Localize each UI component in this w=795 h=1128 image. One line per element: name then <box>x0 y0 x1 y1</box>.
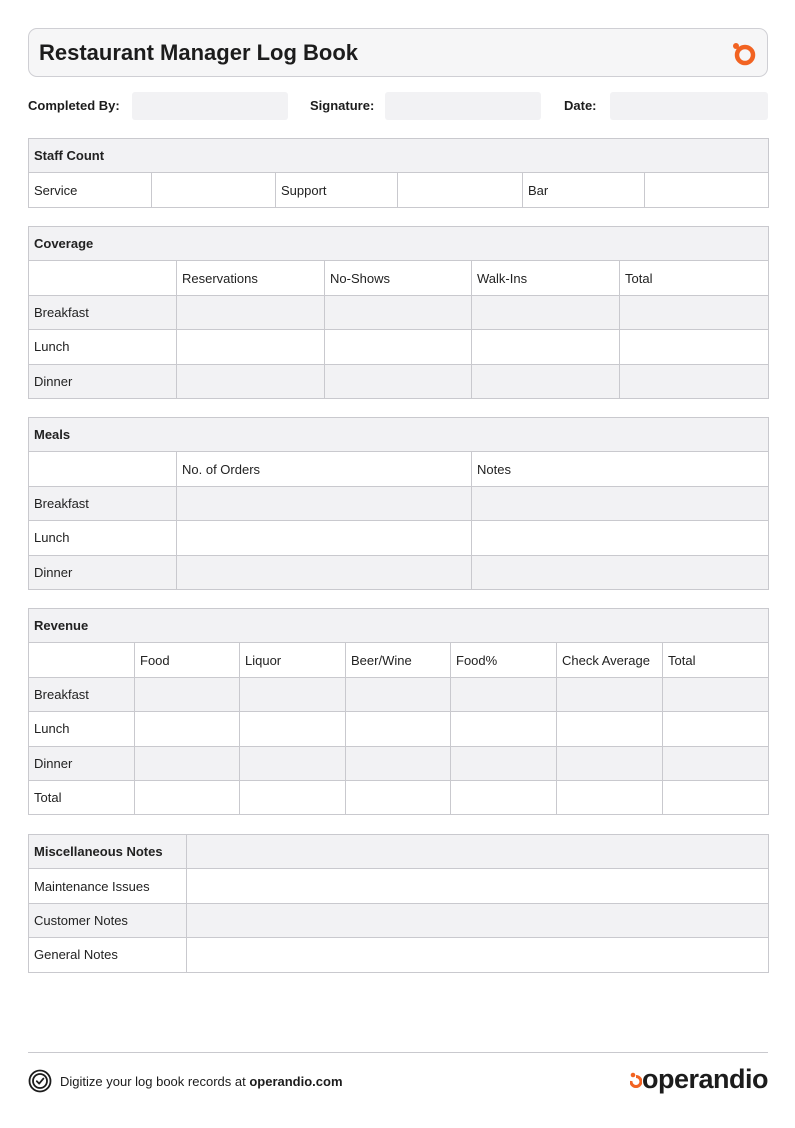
meals-row-label: Lunch <box>29 521 177 555</box>
staff-bar-label: Bar <box>523 173 645 207</box>
coverage-col-header: Walk-Ins <box>472 261 620 295</box>
staff-count-table <box>28 138 769 208</box>
misc-row-label: Maintenance Issues <box>29 869 187 903</box>
completed-by-field[interactable] <box>132 92 288 120</box>
revenue-col-header: Liquor <box>240 643 346 677</box>
revenue-input-cell[interactable] <box>557 746 663 780</box>
revenue-corner-cell <box>29 643 135 677</box>
staff-count-title: Staff Count <box>29 139 769 173</box>
footer-note-link[interactable]: operandio.com <box>249 1073 343 1089</box>
revenue-col-header: Beer/Wine <box>346 643 451 677</box>
meals-input-cell[interactable] <box>472 521 769 555</box>
misc-row-label: General Notes <box>29 938 187 972</box>
revenue-input-cell[interactable] <box>240 746 346 780</box>
coverage-row-label: Lunch <box>29 330 177 364</box>
revenue-input-cell[interactable] <box>346 746 451 780</box>
meals-input-cell[interactable] <box>472 486 769 520</box>
misc-row-label: Customer Notes <box>29 903 187 937</box>
revenue-row-label: Lunch <box>29 712 135 746</box>
coverage-col-header: Reservations <box>177 261 325 295</box>
revenue-input-cell[interactable] <box>663 780 769 814</box>
coverage-input-cell[interactable] <box>177 330 325 364</box>
revenue-input-cell[interactable] <box>451 746 557 780</box>
coverage-input-cell[interactable] <box>472 295 620 329</box>
date-field[interactable] <box>610 92 768 120</box>
footer-note <box>28 1069 343 1093</box>
meals-row-label: Breakfast <box>29 486 177 520</box>
misc-input-cell[interactable] <box>187 938 769 972</box>
staff-service-input[interactable] <box>152 173 276 207</box>
revenue-col-header: Food% <box>451 643 557 677</box>
staff-service-label: Service <box>29 173 152 207</box>
staff-bar-input[interactable] <box>645 173 769 207</box>
page-title: Restaurant Manager Log Book <box>39 39 359 65</box>
meals-input-cell[interactable] <box>177 521 472 555</box>
revenue-input-cell[interactable] <box>557 712 663 746</box>
coverage-input-cell[interactable] <box>472 364 620 398</box>
coverage-input-cell[interactable] <box>325 330 472 364</box>
revenue-input-cell[interactable] <box>663 746 769 780</box>
coverage-table <box>28 226 769 399</box>
coverage-row-label: Breakfast <box>29 295 177 329</box>
revenue-input-cell[interactable] <box>451 677 557 711</box>
footer-note-text: Digitize your log book records at <box>60 1073 246 1089</box>
misc-notes-table <box>28 834 769 973</box>
revenue-title: Revenue <box>29 609 769 643</box>
staff-support-label: Support <box>276 173 398 207</box>
revenue-input-cell[interactable] <box>663 712 769 746</box>
revenue-input-cell[interactable] <box>663 677 769 711</box>
meals-col-header: Notes <box>472 452 769 486</box>
coverage-col-header: No-Shows <box>325 261 472 295</box>
operandio-logo-icon <box>731 41 757 67</box>
brand-wordmark: operandio <box>641 1064 768 1094</box>
revenue-input-cell[interactable] <box>240 780 346 814</box>
revenue-row-label: Dinner <box>29 746 135 780</box>
revenue-row-label: Total <box>29 780 135 814</box>
signature-field[interactable] <box>385 92 541 120</box>
completed-by-label: Completed By: <box>28 98 120 113</box>
coverage-input-cell[interactable] <box>620 330 769 364</box>
date-label: Date: <box>564 98 597 113</box>
meals-table <box>28 417 769 590</box>
coverage-col-header: Total <box>620 261 769 295</box>
footer-divider <box>28 1052 768 1053</box>
coverage-corner-cell <box>29 261 177 295</box>
operandio-brand <box>630 1064 768 1095</box>
revenue-col-header: Total <box>663 643 769 677</box>
revenue-input-cell[interactable] <box>346 780 451 814</box>
meals-input-cell[interactable] <box>472 555 769 589</box>
meals-col-header: No. of Orders <box>177 452 472 486</box>
coverage-input-cell[interactable] <box>325 295 472 329</box>
coverage-row-label: Dinner <box>29 364 177 398</box>
meals-input-cell[interactable] <box>177 486 472 520</box>
revenue-input-cell[interactable] <box>451 712 557 746</box>
coverage-input-cell[interactable] <box>325 364 472 398</box>
meals-input-cell[interactable] <box>177 555 472 589</box>
check-circle-icon <box>28 1069 52 1093</box>
title-bar <box>28 28 768 77</box>
misc-notes-title: Miscellaneous Notes <box>29 835 187 869</box>
misc-notes-header-cell <box>187 835 769 869</box>
coverage-input-cell[interactable] <box>177 295 325 329</box>
coverage-title: Coverage <box>29 227 769 261</box>
revenue-table <box>28 608 769 815</box>
coverage-input-cell[interactable] <box>472 330 620 364</box>
revenue-input-cell[interactable] <box>557 780 663 814</box>
misc-input-cell[interactable] <box>187 869 769 903</box>
revenue-col-header: Food <box>135 643 240 677</box>
revenue-input-cell[interactable] <box>557 677 663 711</box>
meta-row <box>28 92 768 120</box>
coverage-input-cell[interactable] <box>620 364 769 398</box>
revenue-input-cell[interactable] <box>135 746 240 780</box>
coverage-input-cell[interactable] <box>177 364 325 398</box>
revenue-input-cell[interactable] <box>346 712 451 746</box>
misc-input-cell[interactable] <box>187 903 769 937</box>
meals-row-label: Dinner <box>29 555 177 589</box>
meals-corner-cell <box>29 452 177 486</box>
coverage-input-cell[interactable] <box>620 295 769 329</box>
revenue-col-header: Check Average <box>557 643 663 677</box>
revenue-input-cell[interactable] <box>135 677 240 711</box>
meals-title: Meals <box>29 418 769 452</box>
revenue-input-cell[interactable] <box>240 677 346 711</box>
staff-support-input[interactable] <box>398 173 523 207</box>
revenue-input-cell[interactable] <box>135 780 240 814</box>
revenue-input-cell[interactable] <box>135 712 240 746</box>
revenue-row-label: Breakfast <box>29 677 135 711</box>
operandio-mark-icon <box>630 1071 642 1089</box>
revenue-input-cell[interactable] <box>346 677 451 711</box>
signature-label: Signature: <box>310 98 375 113</box>
revenue-input-cell[interactable] <box>240 712 346 746</box>
revenue-input-cell[interactable] <box>451 780 557 814</box>
